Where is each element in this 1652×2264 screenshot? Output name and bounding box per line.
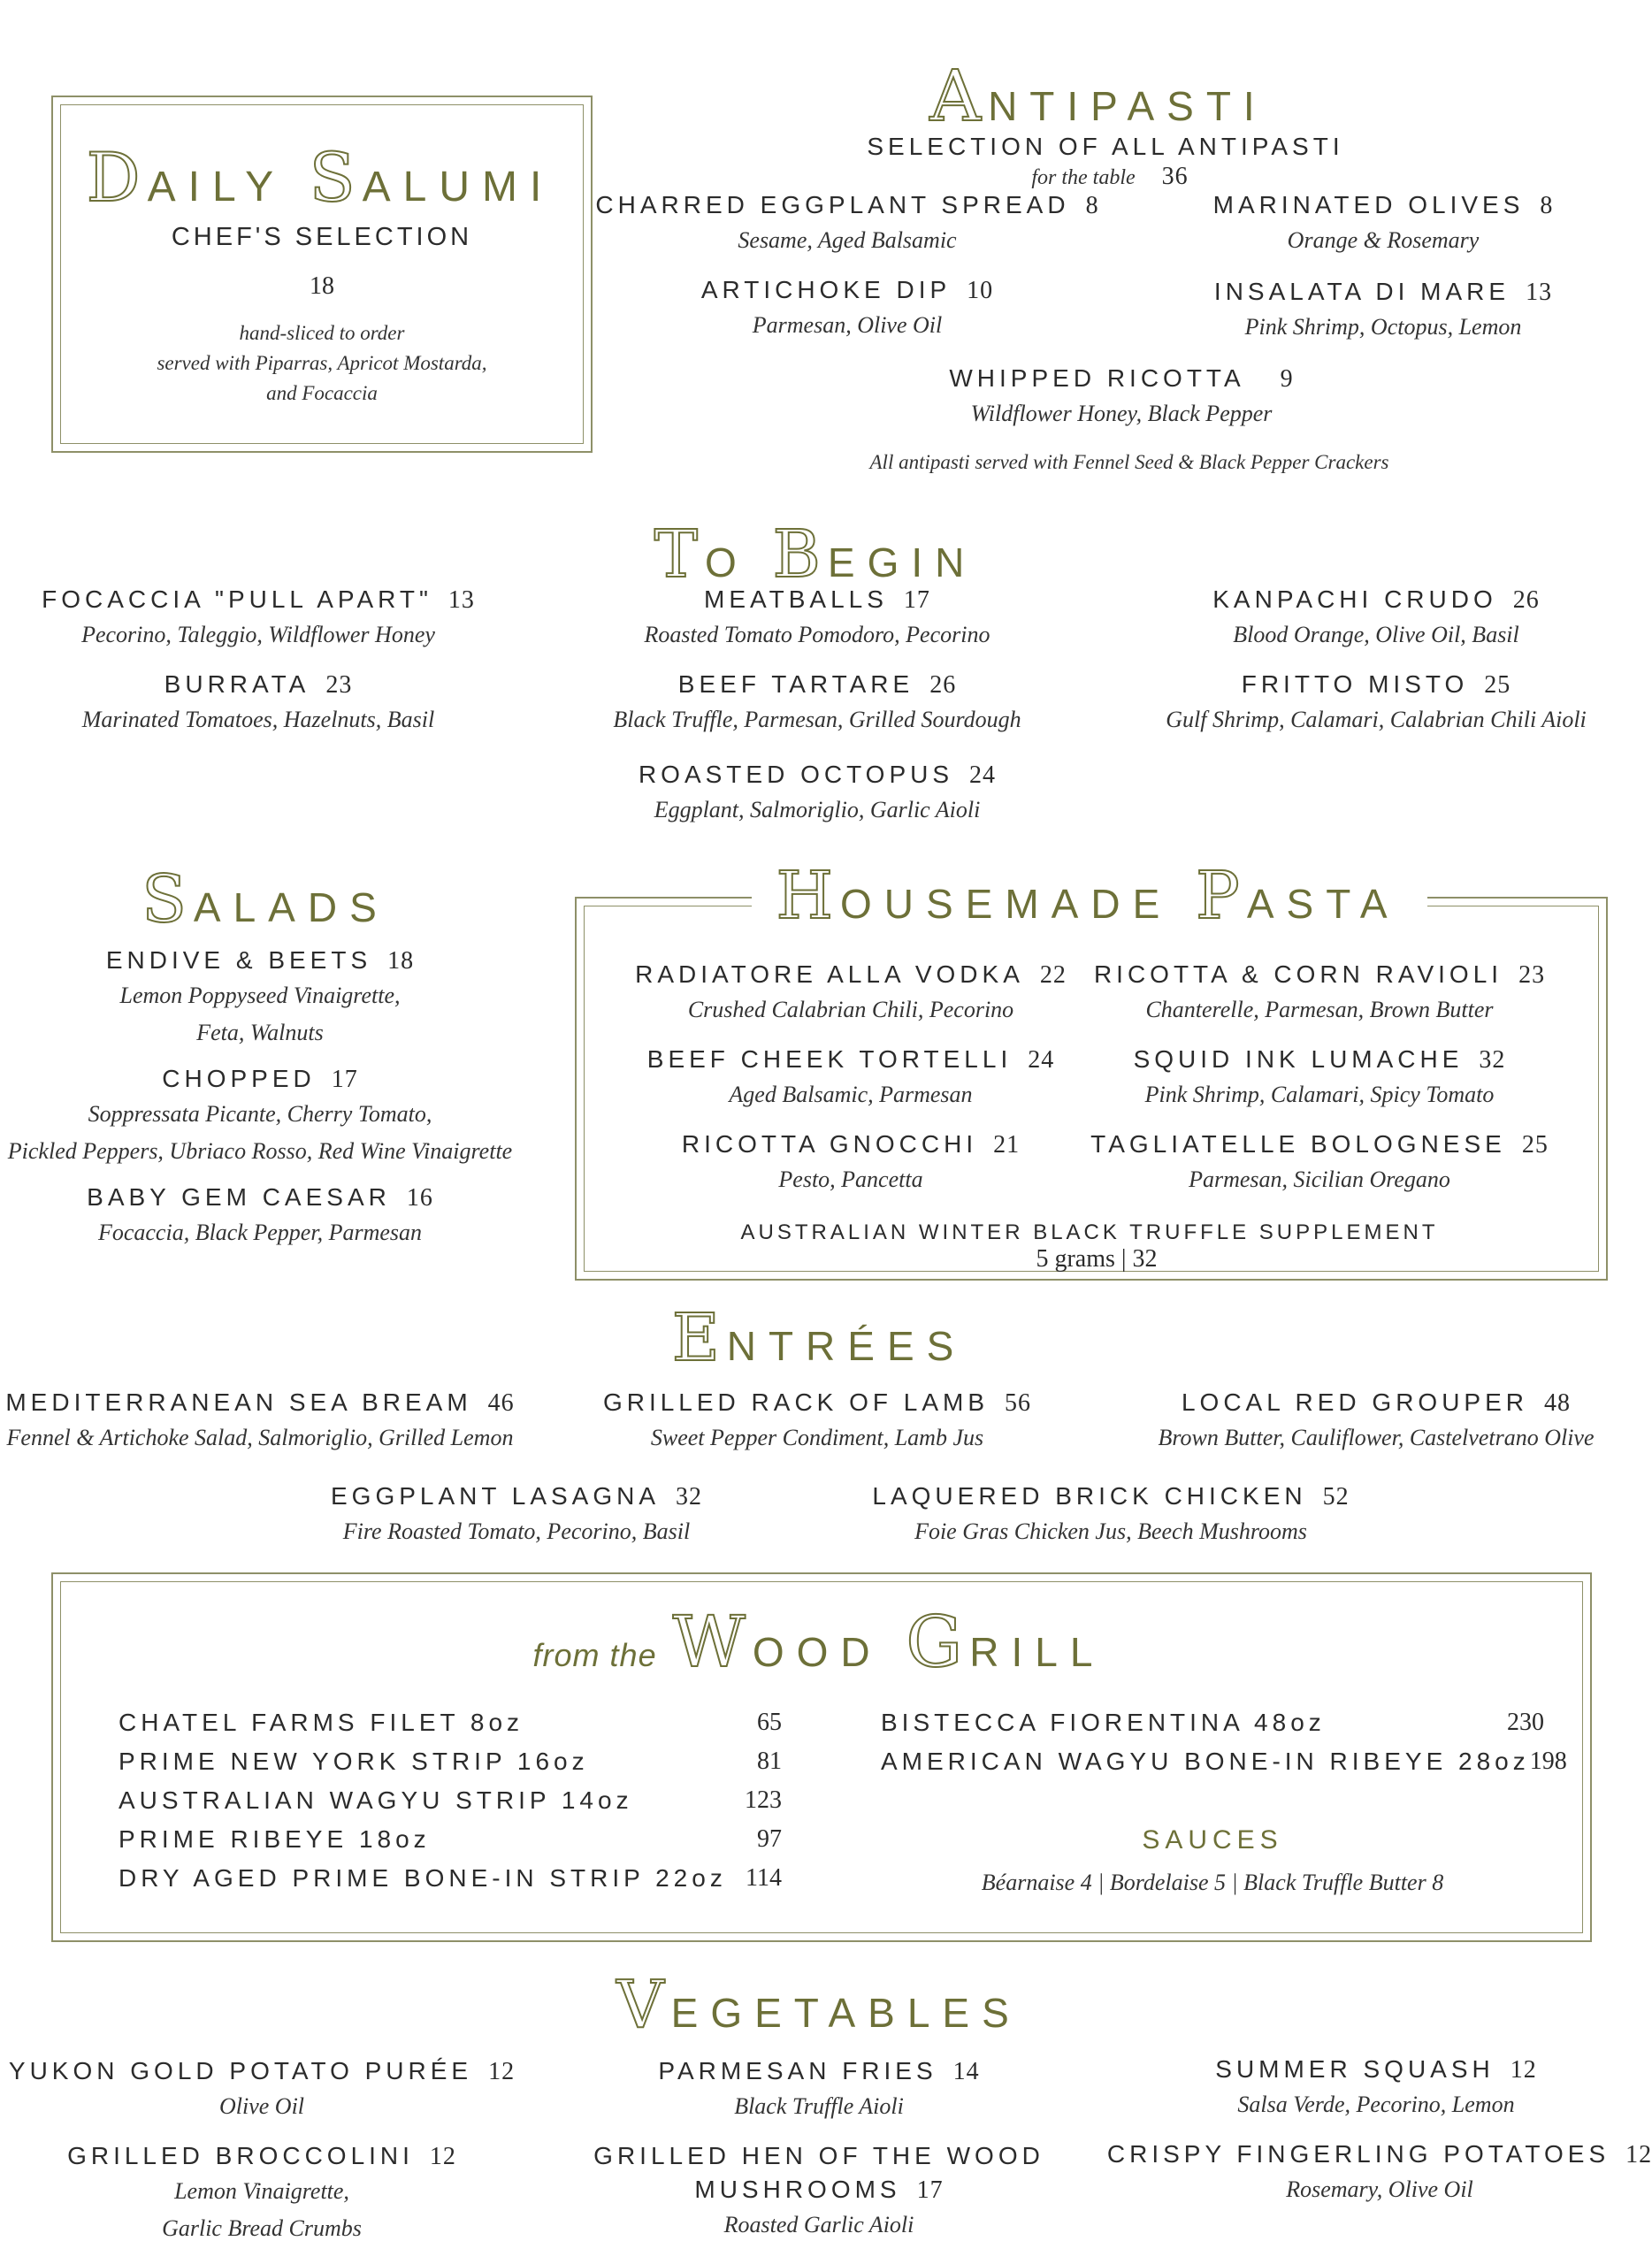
list-item: CHATEL FARMS FILET 8oz 65	[119, 1709, 782, 1736]
daily-salumi-note-1: hand-sliced to order	[239, 322, 405, 344]
pasta-title: HOUSEMADE PASTA	[776, 858, 1400, 934]
daily-salumi-title: DAILY SALUMI	[86, 138, 554, 217]
antipasti-footnote: All antipasti served with Fennel Seed & Black Pepper Crackers	[869, 451, 1389, 473]
menu-item: ARTICHOKE DIP 10 Parmesan, Olive Oil	[700, 276, 994, 338]
menu-item: ROASTED OCTOPUS 24 Eggplant, Salmoriglio, Garlic Aioli	[638, 761, 997, 822]
list-item: DRY AGED PRIME BONE-IN STRIP 22oz 114	[119, 1864, 782, 1892]
menu-item: CHARRED EGGPLANT SPREAD 8 Sesame, Aged Balsamic	[595, 191, 1099, 253]
list-item: AMERICAN WAGYU BONE-IN RIBEYE 28oz 198	[881, 1748, 1567, 1775]
wood-grill-left-list	[119, 1709, 782, 1903]
menu-item: GRILLED RACK OF LAMB 56 Sweet Pepper Condiment, Lamb Jus	[602, 1388, 1032, 1450]
menu-item: SUMMER SQUASH 12 Salsa Verde, Pecorino, Lemon	[1215, 2055, 1537, 2117]
list-item: BISTECCA FIORENTINA 48oz 230	[881, 1709, 1544, 1736]
menu-item: LOCAL RED GROUPER 48 Brown Butter, Cauliflower, Castelvetrano Olive	[1158, 1388, 1595, 1450]
menu-item: MEDITERRANEAN SEA BREAM 46 Fennel & Artichoke Salad, Salmoriglio, Grilled Lemon	[5, 1388, 515, 1450]
menu-item: SQUID INK LUMACHE 32 Pink Shrimp, Calamari, Spicy Tomato	[1133, 1045, 1506, 1107]
menu-item: BABY GEM CAESAR 16 Focaccia, Black Pepper, Parmesan	[87, 1183, 433, 1245]
menu-item: BEEF CHEEK TORTELLI 24 Aged Balsamic, Parmesan	[646, 1045, 1055, 1107]
list-item: PRIME RIBEYE 18oz 97	[119, 1825, 782, 1853]
wood-grill-title: from the WOOD GRILL	[532, 1601, 1105, 1683]
menu-item: MEATBALLS 17 Roasted Tomato Pomodoro, Pecorino	[644, 585, 990, 647]
menu-item: FOCACCIA "PULL APART" 13 Pecorino, Taleggio, Wildflower Honey	[42, 585, 475, 647]
daily-salumi-note-2: served with Piparras, Apricot Mostarda,	[157, 352, 487, 374]
menu-item: RICOTTA GNOCCHI 21 Pesto, Pancetta	[681, 1130, 1021, 1192]
menu-item: KANPACHI CRUDO 26 Blood Orange, Olive Oil, Basil	[1212, 585, 1540, 647]
menu-item: RADIATORE ALLA VODKA 22 Crushed Calabrian Chili, Pecorino	[635, 960, 1067, 1022]
menu-item: TAGLIATELLE BOLOGNESE 25 Parmesan, Sicilian Oregano	[1090, 1130, 1549, 1192]
daily-salumi-subtitle: CHEF'S SELECTION	[171, 223, 473, 251]
menu-item: WHIPPED RICOTTA 9 Wildflower Honey, Black Pepper	[949, 364, 1294, 426]
menu-item: BEEF TARTARE 26 Black Truffle, Parmesan, Grilled Sourdough	[613, 670, 1021, 732]
pasta-supplement: AUSTRALIAN WINTER BLACK TRUFFLE SUPPLEMENT 5 grams | 32	[740, 1220, 1439, 1273]
menu-item: GRILLED HEN OF THE WOOD MUSHROOMS 17 Roasted Garlic Aioli	[593, 2142, 1044, 2237]
menu-item: GRILLED BROCCOLINI 12 Lemon Vinaigrette, Garlic Bread Crumbs	[67, 2142, 456, 2241]
vegetables-title: VEGETABLES	[616, 1967, 1021, 2043]
wood-grill-right-list	[881, 1709, 1567, 1786]
menu-item: EGGPLANT LASAGNA 32 Fire Roasted Tomato, Pecorino, Basil	[330, 1482, 703, 1544]
menu-item: CHOPPED 17 Soppressata Picante, Cherry Tomato, Pickled Peppers, Ubriaco Rosso, Red Wine Vinaigrette	[7, 1065, 513, 1164]
sauces-list: Béarnaise 4 | Bordelaise 5 | Black Truffle Butter 8	[981, 1870, 1444, 1895]
menu-item: RICOTTA & CORN RAVIOLI 23 Chanterelle, Parmesan, Brown Butter	[1093, 960, 1546, 1022]
menu-item: LAQUERED BRICK CHICKEN 52 Foie Gras Chicken Jus, Beech Mushrooms	[872, 1482, 1350, 1544]
list-item: AUSTRALIAN WAGYU STRIP 14oz 123	[119, 1786, 782, 1814]
to-begin-title: TO BEGIN	[654, 516, 977, 593]
menu-item: MARINATED OLIVES 8 Orange & Rosemary	[1212, 191, 1554, 253]
entrees-title: ENTRÉES	[671, 1300, 967, 1376]
menu-item: PARMESAN FRIES 14 Black Truffle Aioli	[658, 2057, 980, 2119]
daily-salumi-note-3: and Focaccia	[266, 382, 378, 404]
menu-item: YUKON GOLD POTATO PURÉE 12 Olive Oil	[8, 2057, 516, 2119]
menu-item: CRISPY FINGERLING POTATOES 12 Rosemary, Olive Oil	[1106, 2140, 1652, 2202]
menu-item: ENDIVE & BEETS 18 Lemon Poppyseed Vinaigrette, Feta, Walnuts	[105, 946, 415, 1045]
sauces-title: SAUCES	[1142, 1825, 1283, 1855]
daily-salumi-price: 18	[310, 272, 334, 300]
menu-item: FRITTO MISTO 25 Gulf Shrimp, Calamari, Calabrian Chili Aioli	[1166, 670, 1587, 732]
salads-title: SALADS	[141, 861, 389, 937]
menu-item: BURRATA 23 Marinated Tomatoes, Hazelnuts, Basil	[81, 670, 435, 732]
menu-item: INSALATA DI MARE 13 Pink Shrimp, Octopus, Lemon	[1213, 278, 1553, 340]
list-item: PRIME NEW YORK STRIP 16oz 81	[119, 1748, 782, 1775]
antipasti-selection: SELECTION OF ALL ANTIPASTI for the table 36	[867, 133, 1344, 190]
antipasti-title: ANTIPASTI	[929, 55, 1267, 137]
